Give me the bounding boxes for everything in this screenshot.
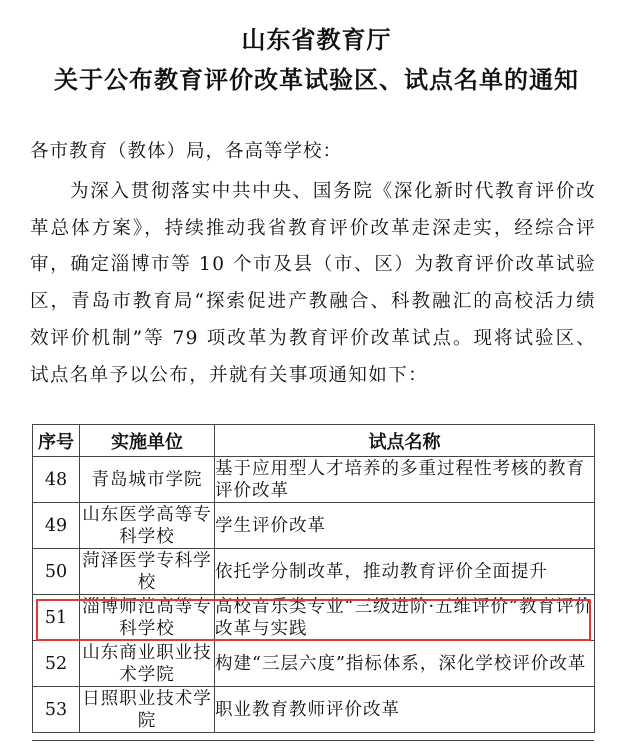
row-serial: 48 <box>33 457 80 503</box>
row-serial: 50 <box>33 549 80 595</box>
table-row <box>33 641 595 687</box>
table-row <box>33 503 595 549</box>
document-title: 山东省教育厅 <box>241 26 392 54</box>
pilot-list-table <box>32 424 595 733</box>
document-subtitle: 关于公布教育评价改革试验区、试点名单的通知 <box>54 66 579 94</box>
table-row-highlighted <box>33 595 595 641</box>
row-serial: 51 <box>33 595 80 641</box>
header-pilot-name: 试点名称 <box>215 425 595 457</box>
row-unit: 青岛城市学院 <box>80 457 215 503</box>
row-serial: 53 <box>33 687 80 733</box>
row-serial: 49 <box>33 503 80 549</box>
row-unit: 山东医学高等专科学校 <box>80 503 215 549</box>
table-row <box>33 549 595 595</box>
row-unit: 日照职业技术学院 <box>80 687 215 733</box>
header-serial: 序号 <box>33 425 80 457</box>
salutation: 各市教育（教体）局，各高等学校： <box>30 141 343 162</box>
header-unit: 实施单位 <box>80 425 215 457</box>
cut-off-table-row <box>32 740 594 753</box>
row-pilot-name: 依托学分制改革，推动教育评价全面提升 <box>215 549 595 595</box>
table-header-row <box>33 425 595 457</box>
row-pilot-name: 构建“三层六度”指标体系，深化学校评价改革 <box>215 641 595 687</box>
table-row <box>33 457 595 503</box>
row-pilot-name: 基于应用型人才培养的多重过程性考核的教育评价改革 <box>215 457 595 503</box>
table-row <box>33 687 595 733</box>
row-pilot-name: 职业教育教师评价改革 <box>215 687 595 733</box>
body-paragraph: 为深入贯彻落实中共中央、国务院《深化新时代教育评价改革总体方案》，持续推动我省教育评价改革走深走实，经综合评审，确定淄博市等 10 个市及县（市、区）为教育评价改革试验区，青岛市教育局“探索促进产教融合、科教融汇的高校活力绩效评价机制”等 79 项改革为教育评价改革试点。现将试验区、试点名单予以公布，并就有关事项通知如下： <box>30 181 596 386</box>
row-serial: 52 <box>33 641 80 687</box>
row-unit: 淄博师范高等专科学校 <box>80 595 215 641</box>
row-pilot-name: 学生评价改革 <box>215 503 595 549</box>
row-unit: 山东商业职业技术学院 <box>80 641 215 687</box>
row-pilot-name: 高校音乐类专业“三级进阶·五维评价”教育评价改革与实践 <box>215 596 593 639</box>
row-unit: 菏泽医学专科学校 <box>80 549 215 595</box>
